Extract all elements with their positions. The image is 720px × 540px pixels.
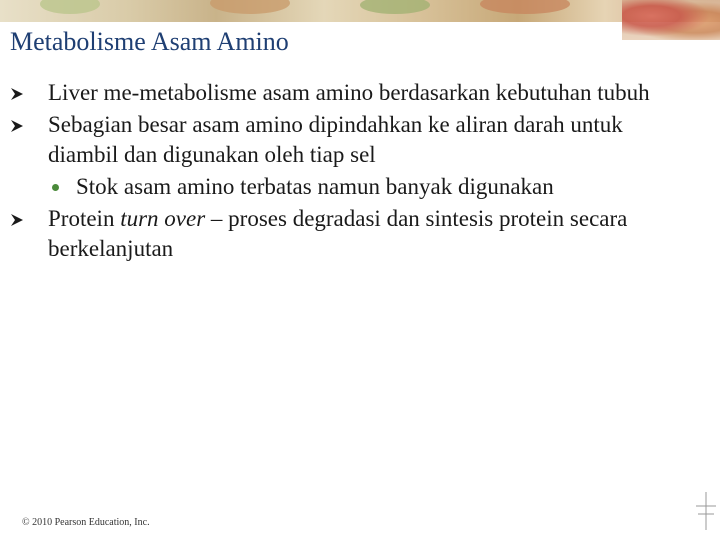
food-image — [622, 0, 720, 40]
bullet-text: Liver me-metabolisme asam amino berdasarkan kebutuhan tubuh — [48, 80, 650, 105]
bullet-text: Sebagian besar asam amino dipindahkan ke aliran darah untuk diambil dan digunakan oleh tiap sel — [48, 112, 623, 167]
bullet-text-rest: – proses degradasi dan sintesis protein secara berkelanjutan — [48, 206, 628, 261]
corner-decoration-icon — [696, 492, 716, 530]
arrowhead-icon — [10, 213, 24, 227]
bullet-item — [10, 78, 690, 108]
sub-bullet-text: Stok asam amino terbatas namun banyak digunakan — [76, 174, 554, 199]
sub-bullet-item — [10, 172, 690, 202]
arrowhead-icon — [10, 87, 24, 101]
bullet-item — [10, 204, 690, 264]
banner-decoration — [40, 0, 100, 14]
slide-content — [10, 78, 690, 266]
bullet-text: Protein — [48, 206, 121, 231]
banner-decoration — [210, 0, 290, 14]
header-banner — [0, 0, 720, 22]
copyright-footer: © 2010 Pearson Education, Inc. — [22, 517, 150, 528]
banner-decoration — [360, 0, 430, 14]
dot-icon — [52, 184, 59, 191]
slide-title: Metabolisme Asam Amino — [10, 27, 289, 56]
arrowhead-icon — [10, 119, 24, 133]
bullet-item — [10, 110, 690, 170]
bullet-italic-text: turn over — [120, 206, 206, 231]
banner-decoration — [480, 0, 570, 14]
